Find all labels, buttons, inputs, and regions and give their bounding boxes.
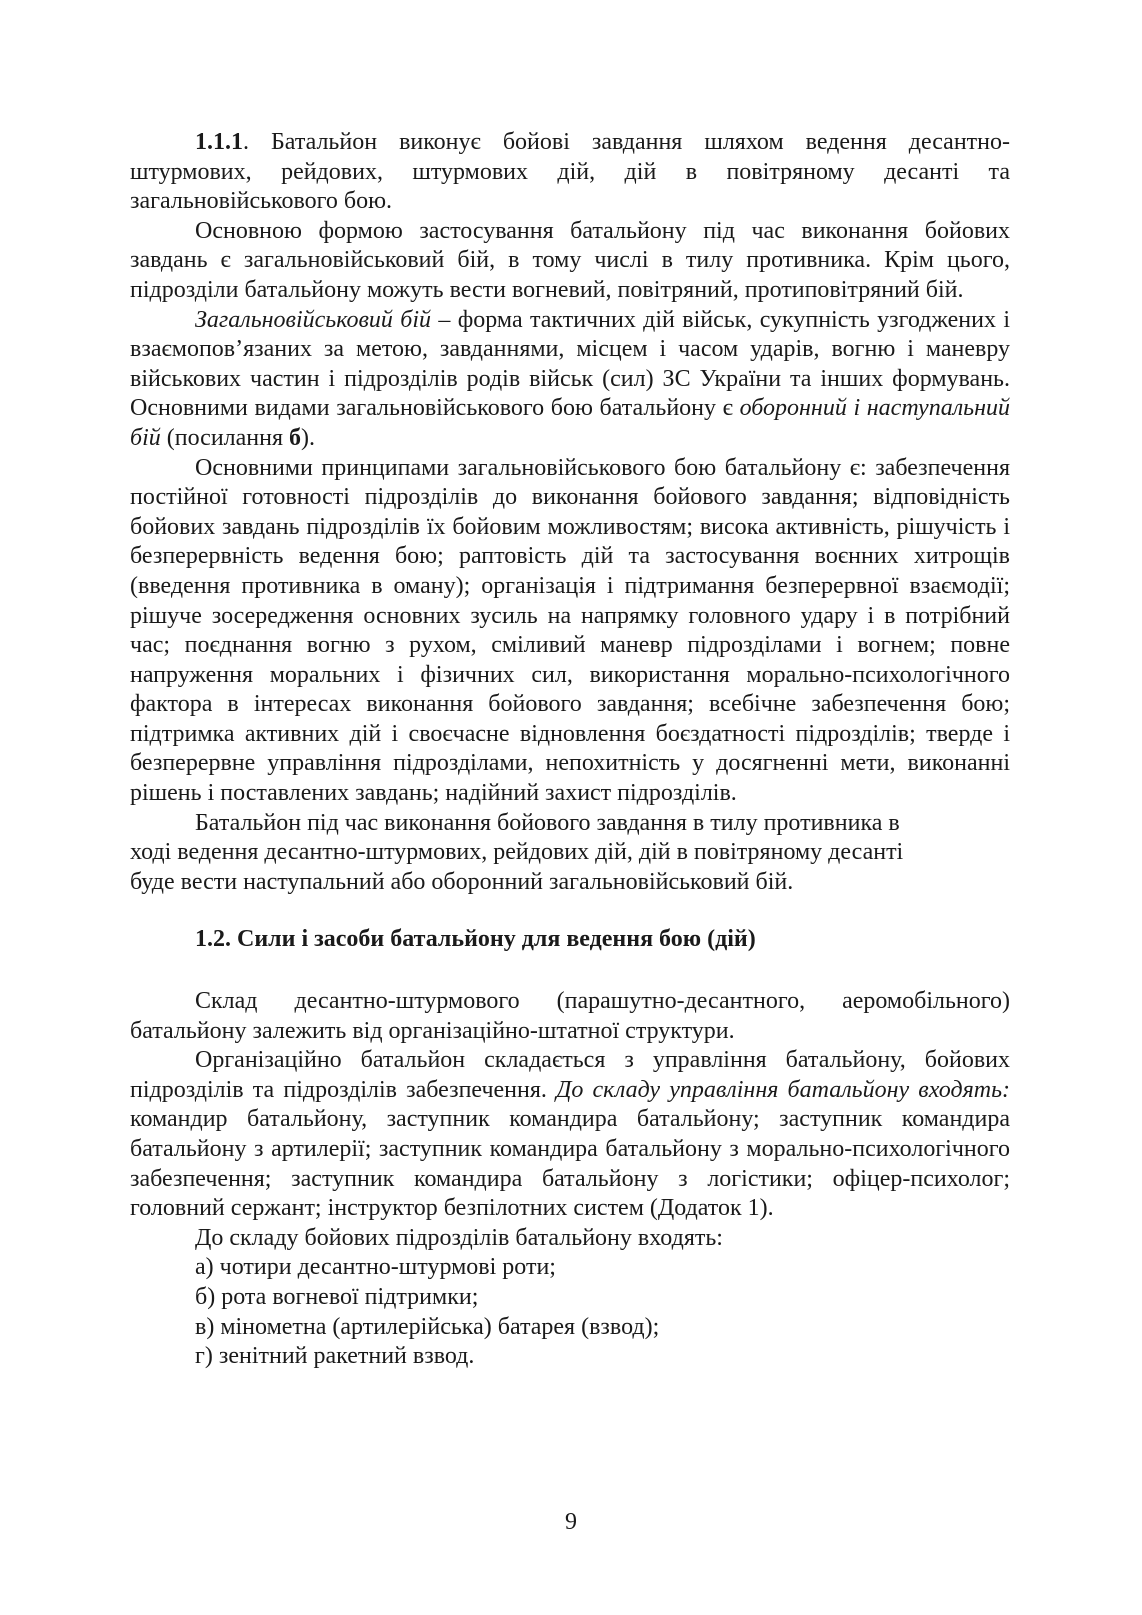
list-item: в) мінометна (артилерійська) батарея (взвод); xyxy=(195,1313,660,1340)
reference: б xyxy=(289,424,302,451)
paragraph-main-form: Основною формою застосування батальйону під час виконання бойових завдань є загальновійськовий бій, в тому числі в тилу противника. Крім цього, підрозділи батальйону можуть вести вогневий, повітряний, протиповітряний бій. xyxy=(130,217,1010,303)
section-heading-1-2: 1.2. Сили і засоби батальйону для ведення бою (дій) xyxy=(195,926,756,953)
text-line: буде вести наступальний або оборонний загальновійськовий бій. xyxy=(130,868,794,895)
paragraph-text: командир батальйону, заступник командира батальйону; заступник командира батальйону з артилерії; заступник командира батальйону з морально-психологічного забезпечення; заступник командира батальйону з логістики; офіцер-психолог; головний сержант; інструктор безпілотних систем (Додаток 1). xyxy=(130,1106,1010,1222)
combat-units-intro: До складу бойових підрозділів батальйону входять: xyxy=(195,1224,723,1251)
page-number: 9 xyxy=(565,1509,577,1535)
paragraph-combined-arms-definition xyxy=(130,306,1010,454)
term: Загальновійськовий бій xyxy=(195,306,432,333)
paragraph-text: – форма тактичних дій військ, сукупність узгоджених і взаємопов’язаних за метою, завданнями, місцем і часом ударів, вогню і маневру військових частин і підрозділів родів військ (сил) ЗС України та інших формувань. Основними видами загальновійськового бою батальйону є xyxy=(130,306,1011,422)
paragraph-text: . Батальйон виконує бойові завдання шляхом ведення десантно-штурмових, рейдових, штурмових дій, дій в повітряному десанті та загальновійськового бою. xyxy=(130,129,1010,215)
paragraph-1-1-1 xyxy=(130,128,1010,217)
paragraph-text: ). xyxy=(301,424,316,451)
paragraph-rear-operations xyxy=(130,809,1010,898)
paragraph-composition: Склад десантно-штурмового (парашутно-десантного, аеромобільного) батальйону залежить від організаційно-штатної структури. xyxy=(130,988,1010,1044)
paragraph-text: Організаційно батальйон складається з управління батальйону, бойових підрозділів та підрозділів забезпечення. xyxy=(130,1047,1010,1103)
list-item: а) чотири десантно-штурмові роти; xyxy=(195,1254,556,1281)
paragraph-principles: Основними принципами загальновійськового бою батальйону є: забезпечення постійної готовності підрозділів до виконання бойового завдання; відповідність бойових завдань підрозділів їх бойовим можливостям; висока активність, рішучість і безперервність ведення бою; раптовість дій та застосування воєнних хитрощів (введення противника в оману); організація і підтримання безперервної взаємодії; рішуче зосередження основних зусиль на напрямку головного удару і в потрібний час; поєднання вогню з рухом, сміливий маневр підрозділами і вогнем; повне напруження моральних і фізичних сил, використання морально-психологічного фактора в інтересах виконання бойового завдання; всебічне забезпечення бою; підтримка активних дій і своєчасне відновлення боєздатності підрозділів; тверде і безперервне управління підрозділами, непохитність у досягненні мети, виконанні рішень і поставлених завдань; надійний захист підрозділів. xyxy=(130,454,1010,807)
battle-types: оборонний і наступальний бій xyxy=(130,395,1010,451)
paragraph-organization xyxy=(130,1046,1010,1224)
list-item: г) зенітний ракетний взвод. xyxy=(195,1343,475,1370)
list-item: б) рота вогневої підтримки; xyxy=(195,1283,479,1310)
text-line: Батальйон під час виконання бойового завдання в тилу противника в xyxy=(195,809,900,836)
paragraph-text: (посилання xyxy=(160,424,290,451)
text-line: ході ведення десантно-штурмових, рейдових дій, дій в повітряному десанті xyxy=(130,839,904,866)
section-number: 1.1.1 xyxy=(195,129,243,155)
page-content xyxy=(130,128,1010,1372)
italic-phrase: До складу управління батальйону входять: xyxy=(556,1076,1011,1103)
